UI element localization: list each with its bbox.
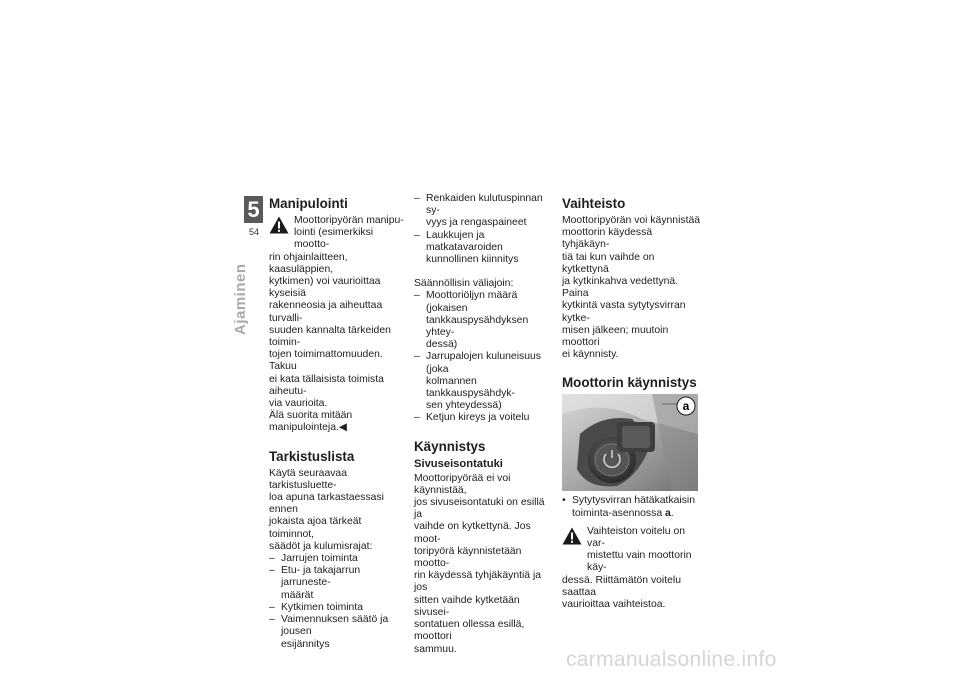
text-line: toripyörä käynnistetään mootto- — [414, 545, 522, 570]
chapter-number: 5 — [244, 196, 263, 223]
text-line: rin ohjainlaitteen, kaasuläppien, — [269, 251, 348, 275]
text-line: sitten vaihde kytketään sivusei- — [414, 594, 520, 618]
text-line: dessä. Riittämätön voitelu saattaa — [562, 574, 681, 598]
list-item: – Jarrupalojen kuluneisuus (joka kolmannen tankkauspysähdyk- sen yhteydessä) — [414, 351, 551, 412]
photo-label: a — [682, 399, 690, 414]
list-item: – Etu- ja takajarrun jarruneste- määrät — [269, 565, 407, 602]
warning-vaihteisto — [562, 526, 702, 575]
text-line: Käytä seuraavaa tarkistusluette- — [269, 467, 347, 491]
text-line: säädöt ja kulumisrajat: — [269, 540, 373, 552]
text-line: ei käynnisty. — [562, 349, 619, 361]
text-line: manipulointeja.◀ — [269, 422, 347, 434]
text-line: ei kata tällaisista toimista aiheutu- — [269, 373, 384, 397]
checklist-continued — [414, 193, 551, 266]
column-1 — [269, 196, 407, 651]
warning-triangle-icon — [562, 527, 582, 545]
heading-tarkistuslista: Tarkistuslista — [269, 448, 355, 464]
text-line: rin käydessä tyhjäkäyntiä ja jos — [414, 570, 542, 594]
regular-checklist — [414, 290, 551, 424]
heading-sivuseisontatuki: Sivuseisontatuki — [414, 457, 503, 470]
text-line: Moottoripyörän voi käynnistää — [562, 215, 701, 226]
list-item: – Kytkimen toiminta — [269, 602, 407, 614]
text-line: jos sivuseisontatuki on esillä ja — [414, 497, 545, 521]
list-item: – Renkaiden kulutuspinnan sy- vyys ja rengaspaineet — [414, 193, 551, 230]
text-line: ja kytkinkahva vedettynä. Paina — [562, 276, 679, 300]
regular-intro: Säännöllisin väliajoin: — [414, 278, 514, 290]
sivuseisontatuki-text — [414, 473, 551, 656]
warning-line: Moottoripyörän manipu- — [294, 215, 404, 226]
text-line: Moottoripyörää ei voi käynnistää, — [414, 472, 511, 496]
heading-moottorin-kaynnistys: Moottorin käynnistys — [562, 375, 697, 391]
text-line: vaihde on kytkettynä. Jos moot- — [414, 521, 531, 545]
text-line: vaurioittaa vaihteistoa. — [562, 599, 666, 611]
list-item: • Sytytysvirran hätäkatkaisin toiminta-asennossa a. — [562, 495, 702, 519]
heading-kaynnistys: Käynnistys — [414, 438, 486, 454]
text-line: kytkintä vasta sytytysvirran kytke- — [562, 300, 686, 324]
list-item: – Jarrujen toiminta — [269, 553, 407, 565]
checklist — [269, 553, 407, 651]
manipulointi-text — [269, 252, 407, 435]
text-line: misen jälkeen; muutoin moottori — [562, 324, 669, 349]
column-2 — [414, 193, 551, 656]
text-line: suuden kannalta tärkeiden toimin- — [269, 324, 391, 349]
column-3 — [562, 196, 702, 611]
warning-line: lointi (esimerkiksi mootto- — [294, 227, 374, 251]
warning-line: Vaihteiston voitelu on var- — [587, 525, 686, 550]
text-line: sontatuen ollessa esillä, moottori — [414, 619, 525, 643]
page-number: 54 — [248, 227, 259, 237]
text-line: jokaista ajoa tärkeät toiminnot, — [269, 516, 362, 540]
heading-vaihteisto: Vaihteisto — [562, 196, 626, 211]
list-item: – Moottoriöljyn määrä (jokaisen tankkauspysähdyksen yhtey- dessä) — [414, 290, 551, 351]
text-line: moottorin käydessä tyhjäkäyn- — [562, 227, 653, 251]
text-line: rakenneosia ja aiheuttaa turvalli- — [269, 300, 383, 324]
heading-manipulointi: Manipulointi — [269, 196, 348, 211]
warning-manipulointi — [269, 215, 407, 252]
warning-triangle-icon — [269, 216, 289, 234]
text-line: tiä tai kun vaihde on kytkettynä — [562, 251, 655, 275]
watermark: carmanualsonline.info — [566, 648, 777, 671]
warning-line: mistettu vain moottorin käy- — [587, 550, 692, 574]
text-line: tojen toimimattomuuden. Takuu — [269, 349, 383, 373]
vaihteisto-text — [562, 215, 702, 361]
start-steps — [562, 495, 702, 519]
text-line: sammuu. — [414, 643, 457, 655]
list-item: – Ketjun kireys ja voitelu — [414, 412, 551, 424]
text-line: via vaurioita. — [269, 398, 328, 410]
text-line: kytkimen) voi vaurioittaa kyseisiä — [269, 276, 381, 300]
text-line: loa apuna tarkastaessasi ennen — [269, 492, 384, 516]
tarkistuslista-intro — [269, 468, 407, 553]
engine-kill-switch-photo — [562, 394, 698, 491]
list-item: – Vaimennuksen säätö ja jousen esijännitys — [269, 614, 407, 651]
list-item: – Laukkujen ja matkatavaroiden kunnollinen kiinnitys — [414, 230, 551, 267]
text-line: Älä suorita mitään — [269, 410, 353, 422]
